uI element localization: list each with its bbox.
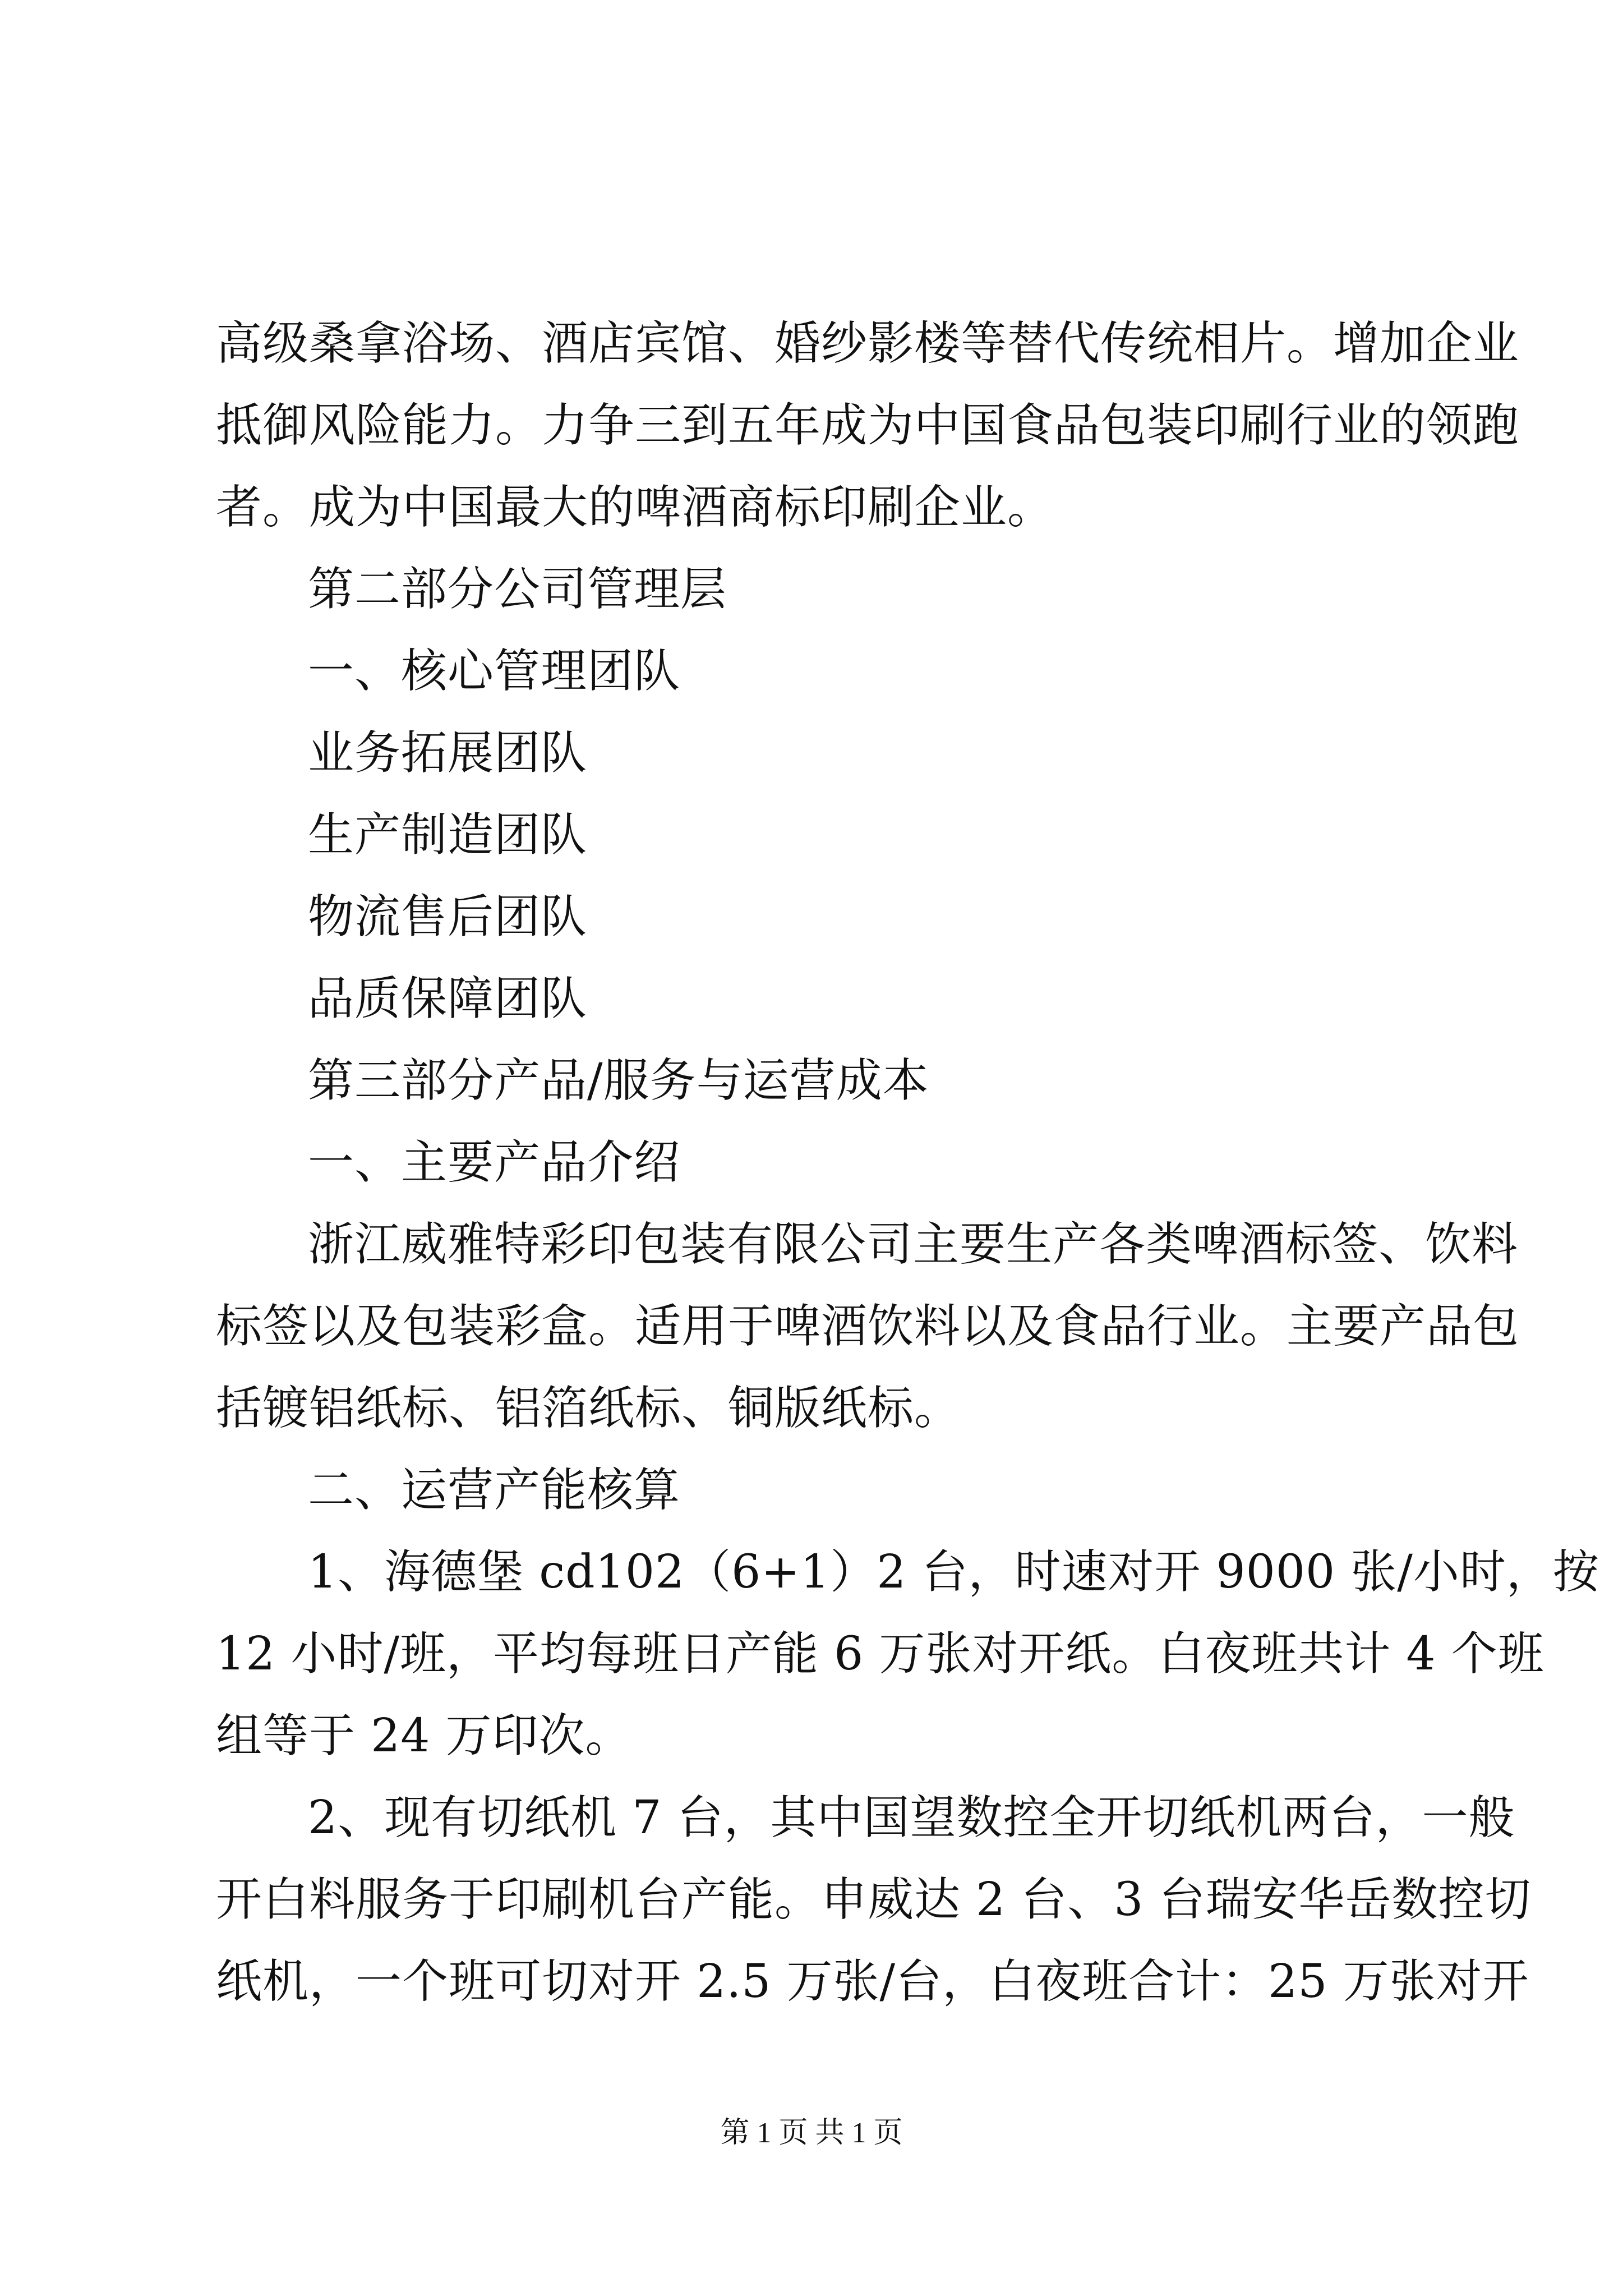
section-heading: 第三部分产品/服务与运营成本 [308,1054,929,1107]
paragraph-line: 高级桑拿浴场、酒店宾馆、婚纱影楼等替代传统相片。增加企业 [216,317,1520,370]
document-body [216,303,1599,2023]
paragraph-line: 括镀铝纸标、铝箔纸标、铜版纸标。 [216,1382,961,1435]
paragraph-line: 浙江威雅特彩印包装有限公司主要生产各类啤酒标签、饮料 [308,1218,1519,1271]
section-heading: 第二部分公司管理层 [308,563,727,616]
list-item: 物流售后团队 [308,890,588,944]
paragraph-line: 2、现有切纸机 7 台，其中国望数控全开切纸机两台，一般 [308,1791,1515,1844]
subsection-heading: 二、运营产能核算 [308,1464,681,1517]
paragraph-line: 纸机，一个班可切对开 2.5 万张/台，白夜班合计：25 万张对开 [216,1955,1529,2008]
paragraph-line: 12 小时/班，平均每班日产能 6 万张对开纸。白夜班共计 4 个班 [216,1627,1544,1681]
paragraph-line: 者。成为中国最大的啤酒商标印刷企业。 [216,481,1054,534]
paragraph-line: 标签以及包装彩盒。适用于啤酒饮料以及食品行业。主要产品包 [216,1300,1520,1353]
paragraph-line: 抵御风险能力。力争三到五年成为中国食品包装印刷行业的领跑 [216,399,1520,452]
subsection-heading: 一、主要产品介绍 [308,1136,681,1189]
subsection-heading: 一、核心管理团队 [308,645,681,698]
paragraph-line: 组等于 24 万印次。 [216,1709,632,1763]
paragraph-line: 开白料服务于印刷机台产能。申威达 2 台、3 台瑞安华岳数控切 [216,1873,1532,1926]
list-item: 生产制造团队 [308,808,588,862]
paragraph-line: 1、海德堡 cd102（6+1）2 台，时速对开 9000 张/小时，按 [308,1545,1599,1599]
page-footer: 第 1 页 共 1 页 [720,2117,903,2149]
list-item: 业务拓展团队 [308,726,588,780]
list-item: 品质保障团队 [308,972,588,1025]
